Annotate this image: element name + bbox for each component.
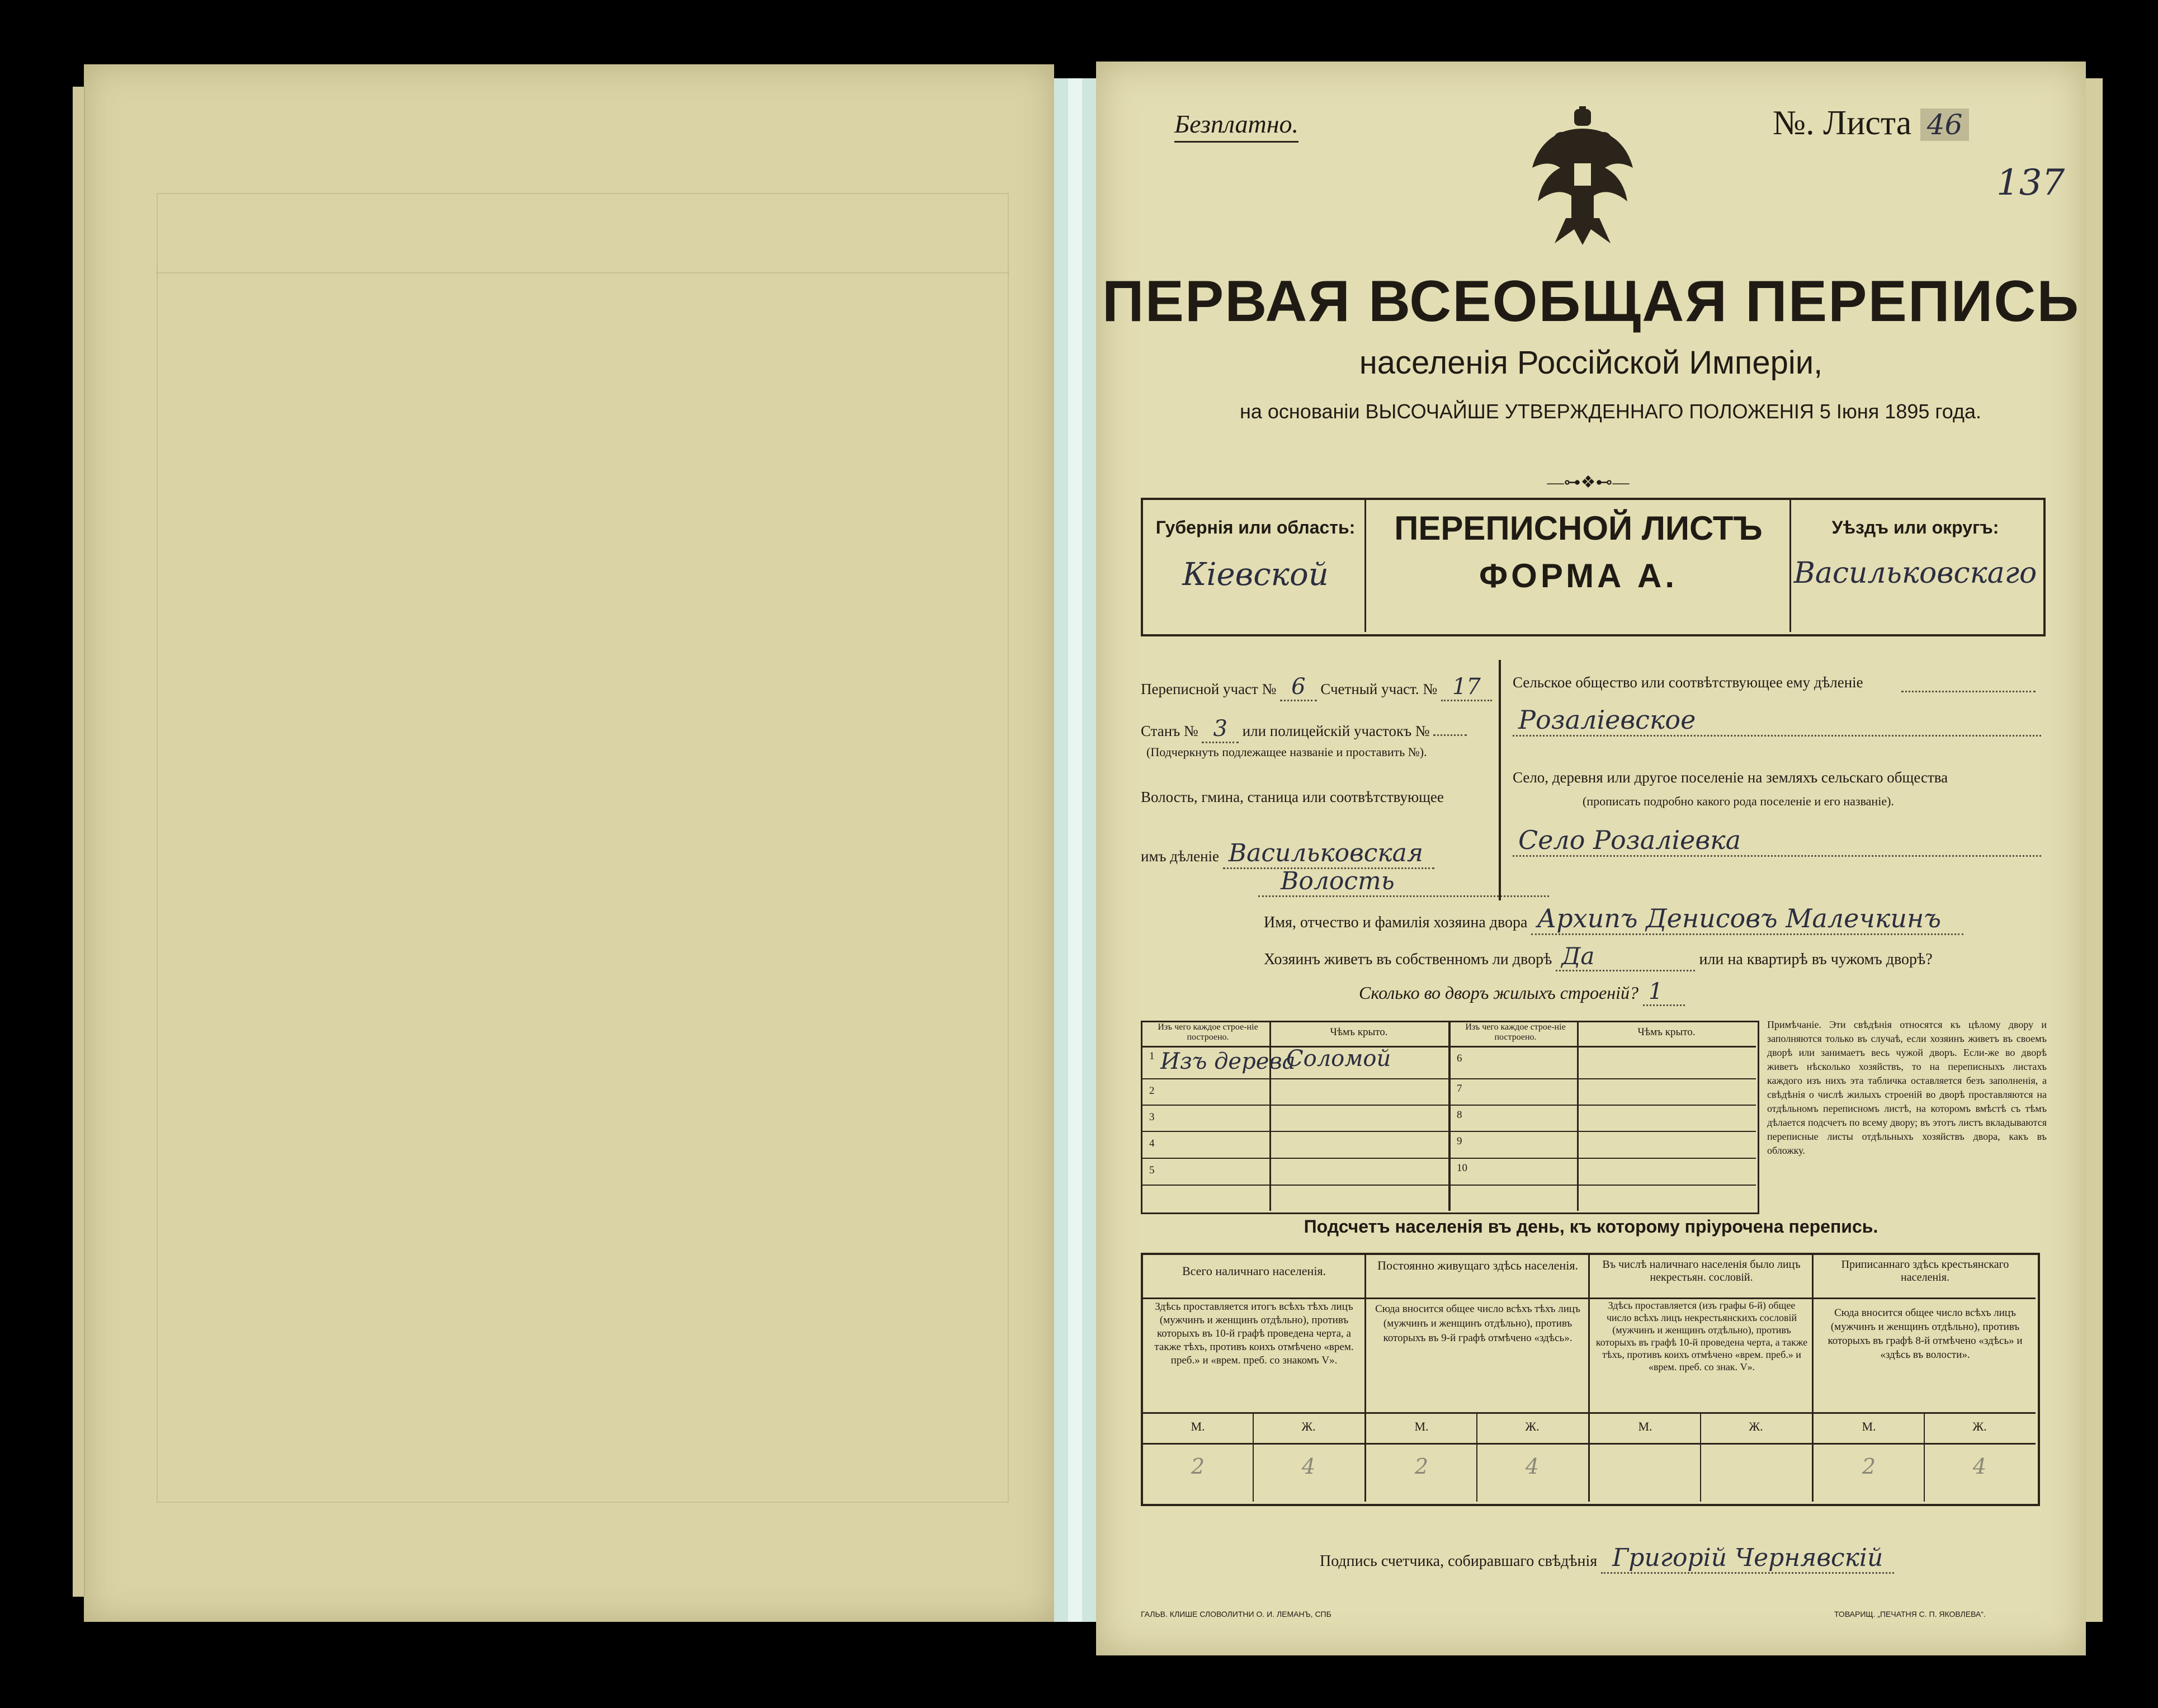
pop-col4-m-label: М. <box>1862 1419 1876 1433</box>
volost-line <box>1141 839 1434 867</box>
row-line <box>1142 1158 1756 1159</box>
pop-col4-head: Приписаннаго здѣсь крестьянскаго населенія. <box>1841 1258 2009 1284</box>
row-line <box>1142 1185 1756 1186</box>
lives-label: Хозяинъ живетъ въ собственномъ ли дворѣ <box>1264 951 1552 968</box>
uchast-line: Переписной участ № 6 Счетный участ. № 17 <box>1141 674 1492 700</box>
obshchestvo-value: Розаліевское <box>1513 705 2041 737</box>
row-line <box>1142 1105 1756 1106</box>
divider <box>1364 1255 1366 1502</box>
divider <box>1789 500 1791 632</box>
imprint-right: ТОВАРИЩ. „ПЕЧАТНЯ С. П. ЯКОВЛЕВА“. <box>1834 1610 1986 1619</box>
signature-line <box>1320 1544 1894 1572</box>
buildings-count-label: Сколько во дворъ жилыхъ строеній? <box>1359 983 1638 1003</box>
pop-col3-m-label: М. <box>1638 1419 1652 1433</box>
buildings-col2-head-right: Чѣмъ крыто. <box>1637 1026 1696 1038</box>
buildings-col1-head-right: Изъ чего каждое строе-ніе построено. <box>1465 1022 1566 1042</box>
sheet-number-label <box>1773 103 1969 143</box>
pop-col4-f: 4 <box>1972 1454 1987 1479</box>
lives-value: Да <box>1556 942 1695 971</box>
block-divider <box>1499 660 1501 900</box>
pop-col1-desc: Здѣсь проставляется итогъ всѣхъ тѣхъ лицъ (мужчинъ и женщинъ отдѣльно), противъ которыхъ въ 10-й графѣ проведена черта, а также тѣхъ, противъ коихъ отмѣчено «врем. преб.» и «врем. преб. со знакомъ V». <box>1154 1301 1354 1366</box>
selo-value: Село Розаліевка <box>1513 825 2041 857</box>
divider <box>1588 1255 1590 1502</box>
row-num: 1 <box>1149 1050 1155 1062</box>
volost-value-2: Волость <box>1258 867 1549 897</box>
volost-label: Волость, гмина, станица или соотвѣтствующее <box>1141 789 1444 805</box>
row-num: 3 <box>1149 1111 1155 1123</box>
pop-col2-desc: Сюда вносится общее число всѣхъ тѣхъ лицъ (мужчинъ и женщинъ отдѣльно), противъ которыхъ въ 9-й графѣ отмѣчено «здѣсь». <box>1375 1303 1580 1344</box>
volost-value: Васильковская <box>1223 839 1434 869</box>
uchast-label: Переписной участ <box>1141 681 1258 697</box>
imprint-left: ГАЛЬВ. КЛИШЕ СЛОВОЛИТНИ О. И. ЛЕМАНЪ, СПБ <box>1141 1610 1331 1619</box>
row-num: 8 <box>1457 1109 1462 1121</box>
buildings-count-line <box>1359 979 1685 1004</box>
gubernia-label: Губернія или область: <box>1155 517 1356 537</box>
sheet-label: №. Листа <box>1773 104 1912 142</box>
bleed-through-table-body <box>157 271 1009 1503</box>
binding-strip <box>1068 78 1082 1622</box>
census-form-page <box>1096 62 2086 1655</box>
page-number: 137 <box>1996 162 2065 204</box>
pop-col1-m: 2 <box>1191 1454 1205 1479</box>
row1-material: Изъ дерева <box>1160 1049 1296 1074</box>
owner-line <box>1264 903 1963 933</box>
pop-col1-head: Всего наличнаго населенія. <box>1182 1264 1326 1278</box>
divider <box>1577 1022 1579 1211</box>
row-num: 6 <box>1457 1053 1462 1064</box>
lives-line <box>1264 942 1933 970</box>
double-headed-eagle-icon <box>1521 106 1644 246</box>
schet-value: 17 <box>1441 674 1492 701</box>
stan-label: Станъ № <box>1141 723 1198 739</box>
divider <box>1812 1255 1814 1502</box>
divider <box>1143 1412 2036 1414</box>
pop-col4-m: 2 <box>1862 1454 1876 1479</box>
lives-label-2: или на квартирѣ въ чужомъ дворѣ? <box>1699 951 1933 968</box>
stan-line <box>1141 716 1467 742</box>
row-num: 10 <box>1457 1162 1467 1174</box>
pop-col4-f-label: Ж. <box>1972 1419 1987 1433</box>
owner-label: Имя, отчество и фамилія хозяина двора <box>1264 914 1528 931</box>
page-stack-edge <box>73 87 85 1597</box>
buildings-count-value: 1 <box>1643 979 1685 1006</box>
form-name: ФОРМА А. <box>1479 557 1678 595</box>
page-edge <box>2086 78 2103 1622</box>
buildings-col2-head: Чѣмъ крыто. <box>1330 1026 1388 1038</box>
basis-line: на основаніи ВЫСОЧАЙШЕ УТВЕРЖДЕННАГО ПОЛОЖЕНІЯ 5 Іюня 1895 года. <box>1239 400 1981 423</box>
pop-col3-desc: Здѣсь проставляется (изъ графы 6-й) общее число всѣхъ лицъ некрестьянскихъ сословій (мужчинъ и женщинъ отдѣльно), противъ которыхъ въ графѣ 10-й проведена черта, а также тѣхъ, противъ коихъ отмѣчено «врем. преб.» и «врем. преб. со знак. V». <box>1595 1300 1808 1372</box>
divider <box>1142 1046 1756 1048</box>
pop-col1-f: 4 <box>1301 1454 1316 1479</box>
row-num: 2 <box>1149 1085 1155 1097</box>
selo-label: Село, деревня или другое поселеніе на земляхъ сельскаго общества <box>1513 769 1948 786</box>
gubernia-value: Кіевской <box>1182 556 1329 593</box>
obshchestvo-label: Сельское общество или соотвѣтствующее ему дѣленіе <box>1513 674 1863 691</box>
stan-note: (Подчеркнуть подлежащее названіе и проставить №). <box>1146 745 1427 759</box>
uezd-label: Уѣздъ или округъ: <box>1831 517 1999 537</box>
subtitle: населенія Россійской Имперіи, <box>1359 345 1823 381</box>
row-num: 4 <box>1149 1138 1155 1149</box>
ornament-divider: —⊶❖⊷— <box>1547 473 1630 492</box>
selo-note: (прописать подробно какого рода поселеніе и его названіе). <box>1583 794 1894 808</box>
row-num: 5 <box>1149 1164 1155 1176</box>
dotted-line <box>1901 691 2036 692</box>
pop-col3-f-label: Ж. <box>1749 1419 1763 1433</box>
form-title: ПЕРЕПИСНОЙ ЛИСТЪ <box>1394 509 1763 547</box>
row-line <box>1142 1131 1756 1132</box>
volost-label-2: имъ дѣленіе <box>1141 848 1220 865</box>
row-num: 9 <box>1457 1135 1462 1147</box>
signature-value: Григорій Чернявскій <box>1601 1544 1894 1574</box>
divider <box>1143 1297 2036 1299</box>
buildings-note: Примѣчаніе. Эти свѣдѣнія относятся къ цѣлому двору и заполняются только въ случаѣ, если хозяинъ живетъ въ своемъ дворѣ или занимаетъ весь чужой дворъ. Если-же во дворѣ живетъ нѣсколько хозяйствъ, то на переписныхъ листахъ каждого изъ нихъ эта табличка оставляется безъ заполненія, а свѣдѣнія о числѣ жилыхъ строеній во дворѣ проставляются на отдѣльномъ переписномъ листѣ, на которомъ вмѣстѣ съ тѣмъ дѣлается подсчетъ по всему двору; въ этотъ листъ вкладываются переписные листы отдѣльныхъ хозяйствъ двора, какъ въ обложку. <box>1767 1019 2047 1156</box>
free-label: Безплатно. <box>1174 109 1298 143</box>
police-label: или полицейскій участокъ № <box>1242 723 1430 739</box>
signature-label: Подпись счетчика, собиравшаго свѣдѣнія <box>1320 1553 1598 1570</box>
schet-label: Счетный участ. № <box>1320 681 1438 697</box>
pop-col2-m-label: М. <box>1414 1419 1429 1433</box>
uchast-value: 6 <box>1280 674 1316 701</box>
pop-col4-desc: Сюда вносится общее число всѣхъ лицъ (мужчинъ и женщинъ отдѣльно), противъ которыхъ въ графѣ 8-й отмѣчено «здѣсь» и «здѣсь въ волости». <box>1828 1307 2023 1361</box>
pop-col2-f-label: Ж. <box>1525 1419 1540 1433</box>
population-title: Подсчетъ населенія въ день, къ которому пріурочена перепись. <box>1304 1216 1878 1237</box>
divider <box>1364 500 1366 632</box>
row1-roof: Соломой <box>1286 1046 1391 1072</box>
sheet-number-value: 46 <box>1920 108 1970 141</box>
left-page <box>84 64 1054 1622</box>
uezd-value: Васильковскаго <box>1793 556 2037 590</box>
divider <box>1143 1443 2036 1445</box>
pop-col2-m: 2 <box>1414 1454 1429 1479</box>
buildings-col1-head: Изъ чего каждое строе-ніе построено. <box>1158 1022 1258 1042</box>
bleed-through-table <box>157 193 1009 273</box>
pop-col2-head: Постоянно живущаго здѣсь населенія. <box>1377 1258 1578 1272</box>
pop-col2-f: 4 <box>1525 1454 1540 1479</box>
owner-value: Архипъ Денисовъ Малечкинъ <box>1531 903 1963 935</box>
row-line <box>1142 1078 1756 1079</box>
pop-col1-f-label: Ж. <box>1301 1419 1316 1433</box>
stan-value: 3 <box>1202 716 1238 743</box>
divider <box>1448 1022 1451 1211</box>
pop-col3-head: Въ числѣ наличнаго населенія было лицъ некрестьян. сословій. <box>1602 1258 1801 1284</box>
row-num: 7 <box>1457 1083 1462 1094</box>
pop-col1-m-label: М. <box>1191 1419 1205 1433</box>
main-title: ПЕРВАЯ ВСЕОБЩАЯ ПЕРЕПИСЬ <box>1102 269 2080 334</box>
